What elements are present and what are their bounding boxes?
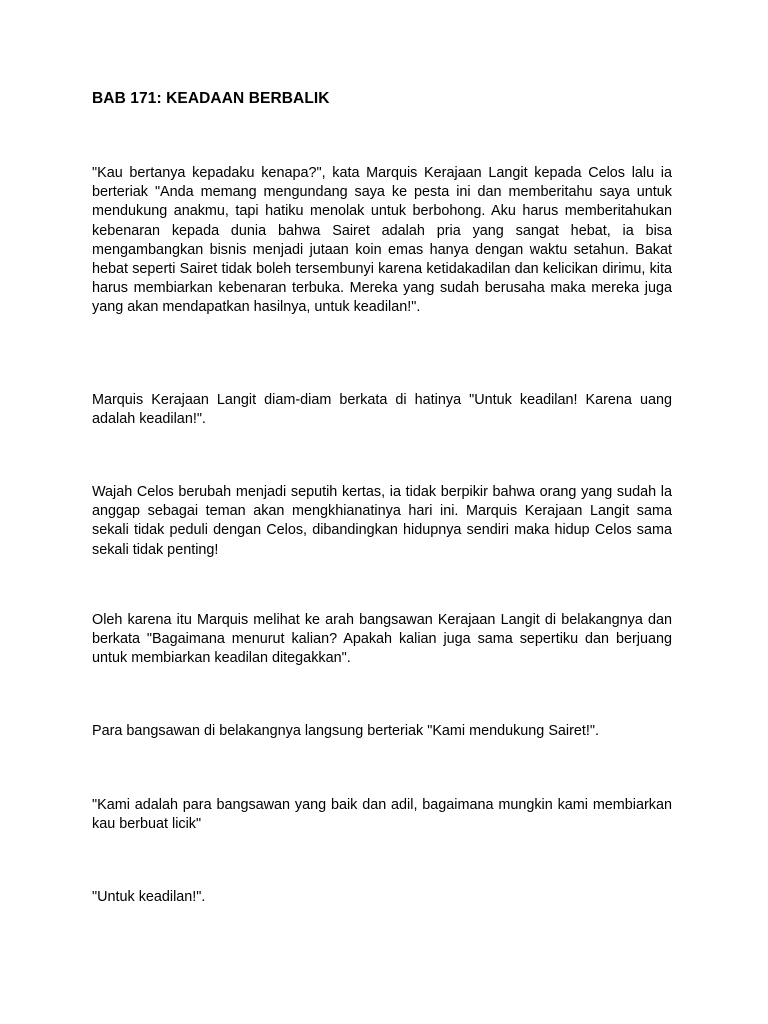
paragraph-1: "Kau bertanya kepadaku kenapa?", kata Marquis Kerajaan Langit kepada Celos lalu ia berteriak "Anda memang mengundang saya ke pesta ini dan memberitahu saya untuk mendukung anakmu, tapi hatiku menolak untuk berbohong. Aku harus memberitahukan kebenaran kepada dunia bahwa Sairet adalah pria yang sangat hebat, ia bisa mengambangkan bisnis menjadi jutaan koin emas hanya dengan waktu setahun. Bakat hebat seperti Sairet tidak boleh tersembunyi karena ketidakadilan dan kelicikan dirimu, kita harus membiarkan kebenaran terbuka. Mereka yang sudah berusaha maka mereka juga yang akan mendapatkan hasilnya, untuk keadilan!". bbox=[92, 165, 672, 316]
paragraph-7: "Untuk keadilan!". bbox=[92, 889, 206, 905]
document-page bbox=[92, 0, 672, 1024]
paragraph-4: Oleh karena itu Marquis melihat ke arah bangsawan Kerajaan Langit di belakangnya dan berkata "Bagaimana menurut kalian? Apakah kalian juga sama sepertiku dan berjuang untuk membiarkan keadilan ditegakkan". bbox=[92, 612, 672, 667]
paragraph-6: "Kami adalah para bangsawan yang baik dan adil, bagaimana mungkin kami membiarkan kau berbuat licik" bbox=[92, 797, 672, 833]
chapter-title: BAB 171: KEADAAN BERBALIK bbox=[92, 90, 330, 107]
paragraph-5: Para bangsawan di belakangnya langsung berteriak "Kami mendukung Sairet!". bbox=[92, 723, 600, 739]
paragraph-2: Marquis Kerajaan Langit diam-diam berkata di hatinya "Untuk keadilan! Karena uang adalah keadilan!". bbox=[92, 392, 672, 428]
paragraph-3: Wajah Celos berubah menjadi seputih kertas, ia tidak berpikir bahwa orang yang sudah la anggap sebagai teman akan mengkhianatinya hari ini. Marquis Kerajaan Langit sama sekali tidak peduli dengan Celos, dibandingkan hidupnya sendiri maka hidup Celos sama sekali tidak penting! bbox=[92, 484, 672, 558]
